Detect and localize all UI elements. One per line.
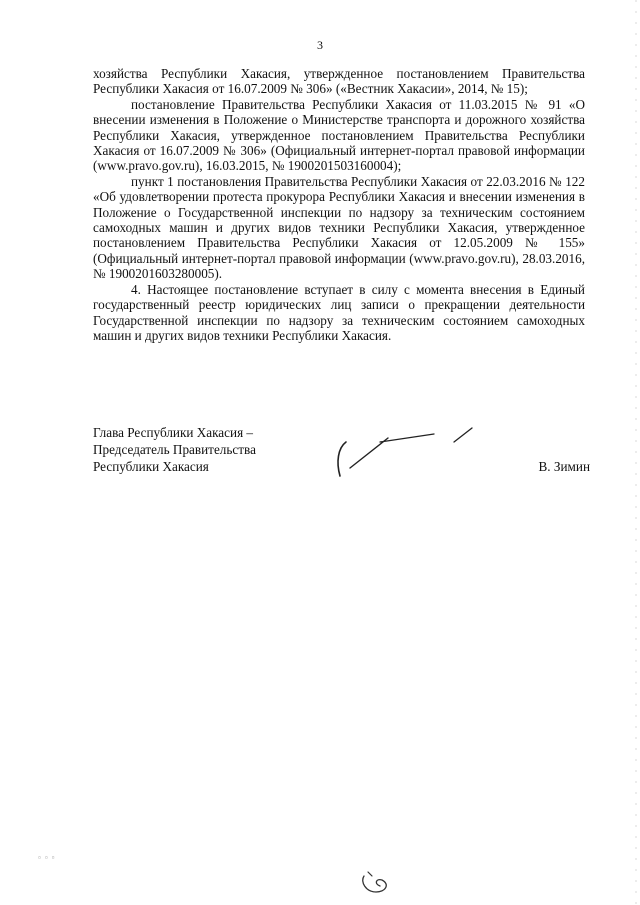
handwritten-signature-icon	[330, 422, 490, 482]
page-number: 3	[317, 38, 323, 52]
paragraph-continuation: хозяйства Республики Хакасия, утвержденное постановлением Правительства Республики Хакасия от 16.07.2009 № 306» («Вестник Хакасии», 2014, № 15);	[93, 66, 585, 97]
signatory-title-line: Глава Республики Хакасия –	[93, 425, 254, 440]
paragraph-resolution-122: пункт 1 постановления Правительства Республики Хакасия от 22.03.2016 № 122 «Об удовлетворении протеста прокурора Республики Хакасия и внесении изменения в Положение о Государственной инспекции по надзору за техническим состоянием самоходных машин и других видов техники Республики Хакасия, утвержденное постановлением Правительства Республики Хакасия от 12.05.2009 № 155» (Официальный интернет-портал правовой информации (www.pravo.gov.ru), 28.03.2016, № 1900201603280005).	[93, 173, 585, 282]
scan-edge-marks	[634, 0, 638, 905]
faint-stamp-mark: ▫ ▫ ▫	[38, 853, 56, 862]
paragraph-effective-date: 4. Настоящее постановление вступает в силу с момента внесения в Единый государственный реестр юридических лиц записи о прекращении деятельности Государственной инспекции по надзору за техническим состоянием самоходных машин и других видов техники Республики Хакасия.	[93, 281, 585, 343]
signatory-title-line: Председатель Правительства	[93, 442, 256, 457]
corner-scribble-icon	[356, 868, 396, 898]
document-body	[93, 66, 585, 343]
signatory-title-line: Республики Хакасия	[93, 459, 209, 474]
signatory-title	[93, 424, 293, 475]
signatory-name: В. Зимин	[538, 459, 590, 474]
paragraph-resolution-91: постановление Правительства Республики Хакасия от 11.03.2015 № 91 «О внесении изменения в Положение о Министерстве транспорта и дорожного хозяйства Республики Хакасия, утвержденное постановлением Правительства Республики Хакасия от 16.07.2009 № 306» (Официальный интернет-портал правовой информации (www.pravo.gov.ru), 16.03.2015, № 1900201503160004);	[93, 96, 585, 174]
